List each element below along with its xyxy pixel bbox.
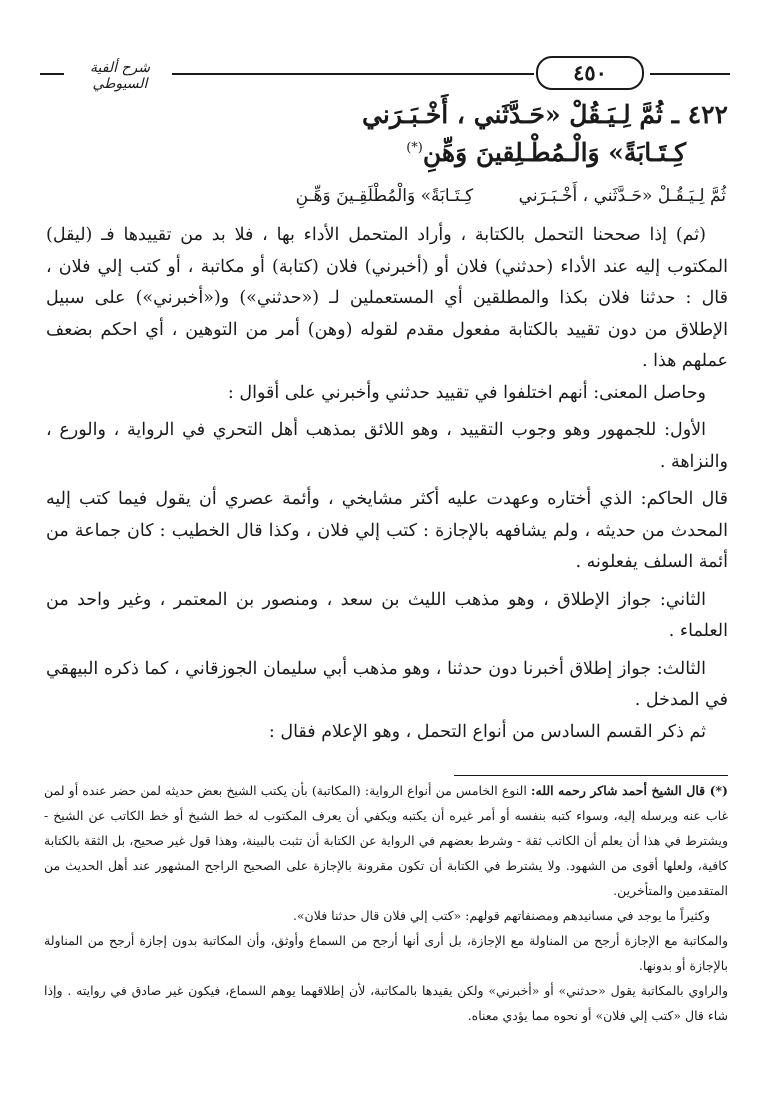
commentary-body (46, 220, 728, 748)
footnotes (44, 778, 728, 1028)
book-title: شرح ألفية السيوطي (90, 60, 150, 92)
verse-line-2-text: كِـتَـابَةً» وَالْـمُطْـلِقينَ وَهِّنِ (422, 138, 686, 167)
page-number: ٤٥٠ (536, 56, 644, 90)
footnote-text: النوع الخامس من أنواع الرواية: (المكاتبة) بأن يكتب الشيخ بعض حديثه لمن حضر عنده أو لمن غاب عنه ويرسله إليه، وسواء كتبه بنفسه أو أمر غيره أن يكتبه ويكفي أن يعرف المكتوب له خط الشيخ أو خط الكاتب عن الشيخ - ويشترط في هذا أن يعلم أن الكاتب ثقة - وشرط بعضهم في الرواية عن الكتابة أن تثبت بالبينة، وهذا قول غير صحيح، بل الثقة بالكتابة كافية، ولعلها أقوى من الشهود. ولا يشترط في الكتابة أن تكون مقرونة بالإجازة على الصحيح الراجح المشهور عند أهل الحديث من المتقدمين والمتأخرين. (44, 783, 728, 898)
header-dash (40, 73, 64, 75)
body-paragraph: الأول: للجمهور وهو وجوب التقييد ، وهو اللائق بمذهب أهل التحري في الرواية ، والورع ، والنزاهة . (46, 420, 728, 472)
verse-line-2 (406, 138, 686, 167)
footnote-paragraph: والراوي بالمكاتبة يقول «حدثني» أو «أخبرني» ولكن يقيدها بالمكاتبة، لأن إطلاقهما يوهم السماع، فيكون غير صادق في روايته . وإذا شاء قال «كتب إلي فلان» أو نحوه مما يؤدي معناه. (44, 983, 728, 1023)
body-paragraph: وحاصل المعنى: أنهم اختلفوا في تقييد حدثني وأخبرني على أقوال : (227, 382, 706, 403)
footnote-lead: (*) قال الشيخ أحمد شاكر رحمه الله: (530, 783, 728, 798)
verse-line-1: ٤٢٢ ـ ثُمَّ لِـيَـقُلْ «حَـدَّثَني ، أَخْـبَـرَني (362, 100, 728, 129)
verse-restatement (46, 186, 726, 206)
body-paragraph: الثالث: جواز إطلاق أخبرنا دون حدثنا ، وهو مذهب أبي سليمان الجوزقاني ، كما ذكره البيهقي في المدخل . (46, 658, 728, 710)
footnote-separator (454, 775, 728, 776)
body-paragraph: الثاني: جواز الإطلاق ، وهو مذهب الليث بن سعد ، ومنصور بن المعتمر ، وغير واحد من العلماء . (46, 589, 728, 641)
header-rule-left (172, 73, 534, 75)
header-rule-right (650, 73, 730, 75)
footnote-paragraph (44, 778, 728, 903)
body-paragraph: قال الحاكم: الذي أختاره وعهدت عليه أكثر مشايخي ، وأئمة عصري أن يقول فيما كتب إليه المحدث من حديثه ، ولم يشافهه بالإجازة : كتب إلي فلان ، وكذا قال الخطيب : كان جماعة من أئمة السلف يفعلونه . (46, 489, 728, 572)
footnote-paragraph: والمكاتبة مع الإجازة أرجح من المناولة مع الإجازة، بل أرى أنها أرجح من السماع وأوثق، وأن المكاتبة بدون إجازة أرجح من المناولة بالإجازة أو بدونها. (44, 933, 728, 973)
footnote-marker: (*) (406, 140, 423, 156)
body-paragraph: ثم ذكر القسم السادس من أنواع التحمل ، وهو الإعلام فقال : (268, 721, 706, 742)
restatement-segment: ثُمَّ لِـيَـقُـلْ «حَـدَّثَني ، أَخْـبَـرَني (518, 186, 726, 206)
footnote-paragraph: وكثيراً ما يوجد في مسانيدهم ومصنفاتهم قولهم: «كتب إلي فلان قال حدثنا فلان». (292, 908, 710, 923)
running-header (40, 54, 730, 94)
body-paragraph: (ثم) إذا صححنا التحمل بالكتابة ، وأراد المتحمل الأداء بها ، فلا بد من تقييدها فـ (ليقل) المكتوب إليه عند الأداء (حدثني) فلان أو (أخبرني) فلان (كتابة) أو مكاتبة ، أو كتب إلي فلان ، قال : حدثنا فلان بكذا والمطلقين أي المستعملين لـ («حدثني») و(«أخبرني») على سبيل الإطلاق من دون تقييد بالكتابة مفعول مقدم لقوله (وهن) أمر من التوهين ، أي احكم بضعف عملهم هذا . (46, 225, 728, 371)
restatement-segment: كِـتَـابَةً» وَالْمُطْلَقِـينَ وَهِّـنِ (295, 186, 474, 206)
